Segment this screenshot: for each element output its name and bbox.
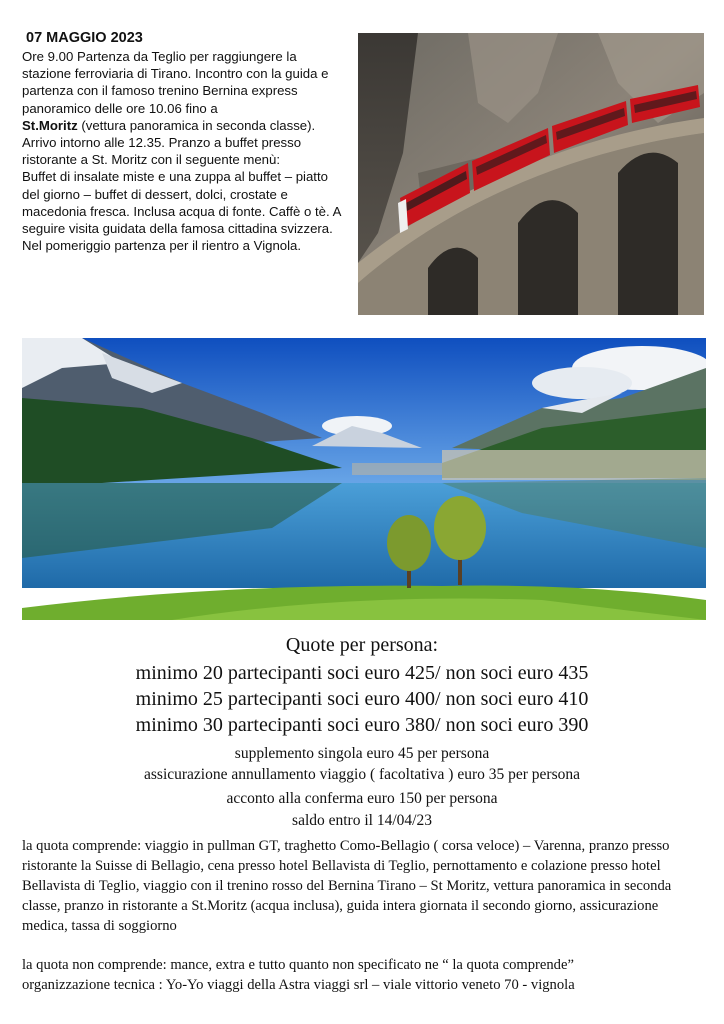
cancellation-insurance: assicurazione annullamento viaggio ( facoltativa ) euro 35 per persona xyxy=(144,766,580,783)
itinerary-menu: Buffet di insalate miste e una zuppa al buffet – piatto del giorno – buffet di dessert, dolci, crostate e macedonia fresca. Inclusa acqua di fonte. Caffè o tè. A seguire visita guidata della famosa cittadina svizzera. Nel pomeriggio partenza per il rientro a Vignola. xyxy=(22,169,341,254)
deposit-info: acconto alla conferma euro 150 per persona xyxy=(226,790,498,807)
st-moritz-lake-photo xyxy=(22,338,706,620)
itinerary-part-1: Ore 9.00 Partenza da Teglio per raggiungere la stazione ferroviaria di Tirano. Incontro con la guida e partenza con il famoso trenino Bernina express panoramico delle ore 10.06 fino a xyxy=(22,49,329,116)
quote-line-2: minimo 25 partecipanti soci euro 400/ non soci euro 410 xyxy=(135,688,589,710)
lake-landscape-illustration xyxy=(22,338,706,620)
balance-due: saldo entro il 14/04/23 xyxy=(292,812,432,829)
quote-line-3: minimo 30 partecipanti soci euro 380/ non soci euro 390 xyxy=(135,714,589,736)
tour-organizer: organizzazione tecnica : Yo-Yo viaggi della Astra viaggi srl – viale vittorio veneto 70 - vignola xyxy=(22,977,575,993)
single-supplement: supplemento singola euro 45 per persona xyxy=(234,745,490,762)
quote-line-1: minimo 20 partecipanti soci euro 425/ non soci euro 435 xyxy=(135,662,589,684)
itinerary-destination: St.Moritz xyxy=(22,117,78,133)
itinerary-part-2: (vettura panoramica in seconda classe). Arrivo intorno alle 12.35. Pranzo a buffet presso ristorante a St. Moritz con il seguente menù: xyxy=(22,117,316,168)
price-includes: la quota comprende: viaggio in pullman GT, traghetto Como-Bellagio ( corsa veloce) – Varenna, pranzo presso ristorante la Suisse di Bellagio, cena presso hotel Bellavista di Teglio, pernottamento e colazione presso hotel Bellavista di Teglio, viaggio con il trenino rosso del Bernina Tirano – St Moritz, vettura panoramica in seconda classe, pranzo in ristorante a St.Moritz (acqua inclusa), guida intera giornata il secondo giorno, assicurazione medica, tassa di soggiorno xyxy=(22,838,672,934)
price-excludes: la quota non comprende: mance, extra e tutto quanto non specificato ne “ la quota comprende” xyxy=(22,957,574,973)
bernina-train-photo xyxy=(358,33,704,315)
event-date: 07 MAGGIO 2023 xyxy=(26,30,143,46)
quote-title: Quote per persona: xyxy=(285,634,439,656)
train-viaduct-illustration xyxy=(358,33,704,315)
itinerary-text xyxy=(22,48,342,254)
